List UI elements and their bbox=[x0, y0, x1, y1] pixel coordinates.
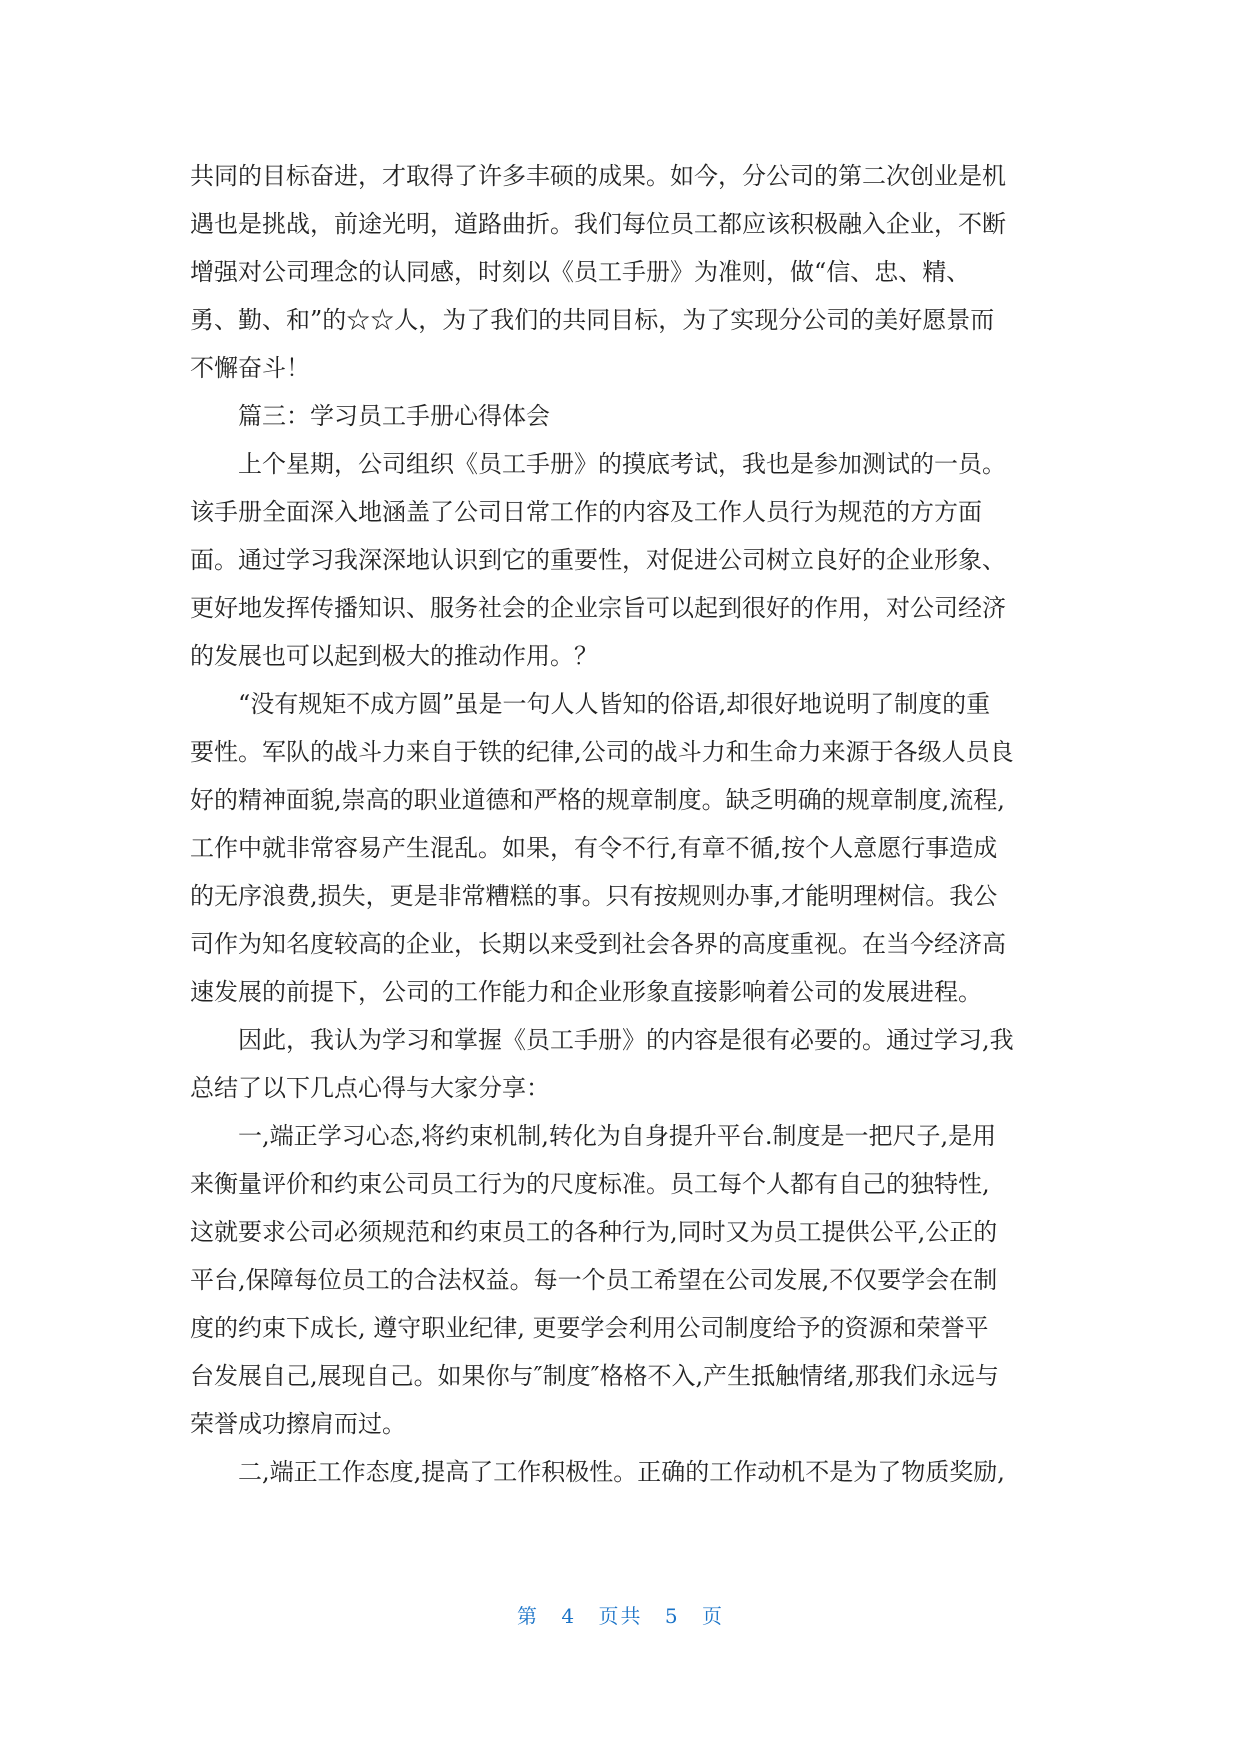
text-line: 总结了以下几点心得与大家分享： bbox=[190, 1074, 550, 1102]
text-line: 遇也是挑战，前途光明，道路曲折。我们每位员工都应该积极融入企业，不断 bbox=[190, 210, 1006, 238]
text-line: 一,端正学习心态,将约束机制,转化为自身提升平台.制度是一把尺子,是用 bbox=[238, 1122, 997, 1150]
text-line: 不懈奋斗！ bbox=[190, 354, 310, 382]
text-line: 增强对公司理念的认同感，时刻以《员工手册》为准则，做“信、忠、精、 bbox=[190, 258, 971, 286]
text-line: 工作中就非常容易产生混乱。如果，有令不行,有章不循,按个人意愿行事造成 bbox=[190, 834, 998, 862]
text-line: 好的精神面貌,崇高的职业道德和严格的规章制度。缺乏明确的规章制度,流程, bbox=[190, 786, 1005, 814]
text-line: 度的约束下成长, 遵守职业纪律, 更要学会利用公司制度给予的资源和荣誉平 bbox=[190, 1314, 989, 1342]
text-line: 的发展也可以起到极大的推动作用。？ bbox=[190, 642, 598, 670]
text-line: 篇三：学习员工手册心得体会 bbox=[238, 402, 550, 430]
page-footer bbox=[0, 1600, 1241, 1629]
text-line: 二,端正工作态度,提高了工作积极性。正确的工作动机不是为了物质奖励, bbox=[238, 1458, 1005, 1486]
text-line: 勇、勤、和”的☆☆人，为了我们的共同目标，为了实现分公司的美好愿景而 bbox=[190, 306, 995, 334]
footer-label-end: 页 bbox=[701, 1604, 724, 1628]
footer-label-page: 第 bbox=[517, 1604, 540, 1628]
text-line: 要性。军队的战斗力来自于铁的纪律,公司的战斗力和生命力来源于各级人员良 bbox=[190, 738, 1014, 766]
text-line: 因此，我认为学习和掌握《员工手册》的内容是很有必要的。通过学习,我 bbox=[238, 1026, 1014, 1054]
document-body bbox=[190, 152, 1070, 1496]
text-line: 平台,保障每位员工的合法权益。每一个员工希望在公司发展,不仅要学会在制 bbox=[190, 1266, 998, 1294]
text-line: 司作为知名度较高的企业，长期以来受到社会各界的高度重视。在当今经济高 bbox=[190, 930, 1006, 958]
text-line: 该手册全面深入地涵盖了公司日常工作的内容及工作人员行为规范的方方面 bbox=[190, 498, 982, 526]
footer-label-of: 页共 bbox=[598, 1604, 643, 1628]
text-line: “没有规矩不成方圆”虽是一句人人皆知的俗语,却很好地说明了制度的重 bbox=[238, 690, 991, 718]
text-line: 面。通过学习我深深地认识到它的重要性，对促进公司树立良好的企业形象、 bbox=[190, 546, 1006, 574]
text-line: 上个星期，公司组织《员工手册》的摸底考试，我也是参加测试的一员。 bbox=[238, 450, 1006, 478]
text-line: 这就要求公司必须规范和约束员工的各种行为,同时又为员工提供公平,公正的 bbox=[190, 1218, 998, 1246]
text-line: 速发展的前提下，公司的工作能力和企业形象直接影响着公司的发展进程。 bbox=[190, 978, 982, 1006]
text-line: 更好地发挥传播知识、服务社会的企业宗旨可以起到很好的作用，对公司经济 bbox=[190, 594, 1006, 622]
text-line: 共同的目标奋进，才取得了许多丰硕的成果。如今，分公司的第二次创业是机 bbox=[190, 162, 1006, 190]
text-line: 荣誉成功擦肩而过。 bbox=[190, 1410, 406, 1438]
footer-total-pages: 5 bbox=[664, 1604, 680, 1628]
footer-current-page: 4 bbox=[561, 1604, 577, 1628]
text-line: 来衡量评价和约束公司员工行为的尺度标准。员工每个人都有自己的独特性, bbox=[190, 1170, 990, 1198]
text-line: 台发展自己,展现自己。如果你与″制度″格格不入,产生抵触情绪,那我们永远与 bbox=[190, 1362, 999, 1390]
text-line: 的无序浪费,损失，更是非常糟糕的事。只有按规则办事,才能明理树信。我公 bbox=[190, 882, 998, 910]
